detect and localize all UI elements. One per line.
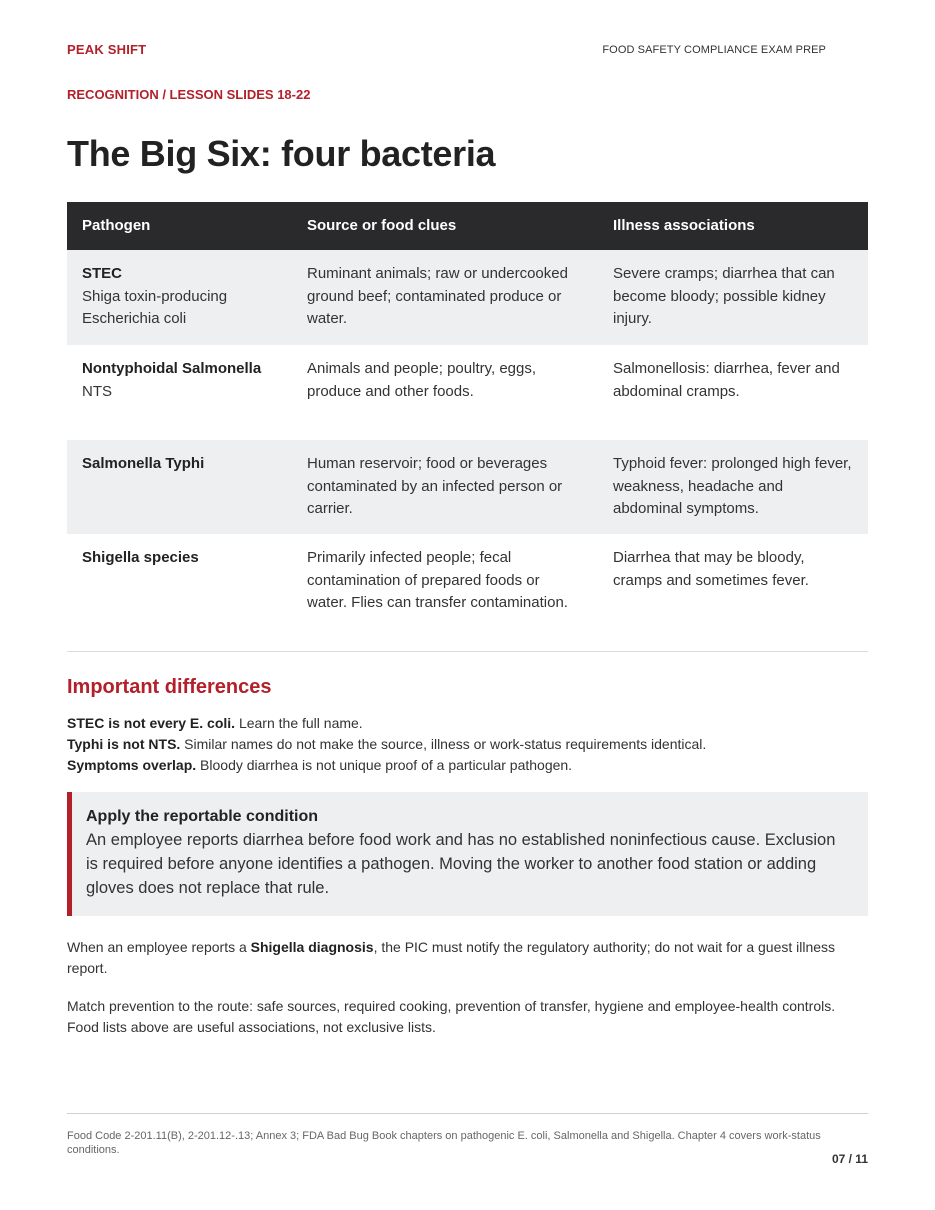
pathogen-name: Salmonella Typhi: [82, 455, 205, 472]
difference-lead: STEC is not every E. coli.: [67, 715, 236, 731]
pathogen-cell: [67, 440, 292, 534]
difference-text: Bloody diarrhea is not unique proof of a particular pathogen.: [196, 757, 573, 773]
callout-heading: Apply the reportable condition: [86, 808, 319, 825]
pathogen-subname: NTS: [82, 382, 112, 400]
table-row: [67, 534, 868, 651]
para-text: , the PIC must notify the regulatory authority; do not wait for a guest illness report.: [67, 939, 836, 976]
para-text: When an employee reports a: [67, 939, 251, 955]
pathogen-cell: [67, 250, 292, 345]
source-cell: Ruminant animals; raw or undercooked ground beef; contaminated produce or water.: [292, 250, 598, 345]
table-row: [67, 250, 868, 345]
pathogen-name: Shigella species: [82, 549, 199, 566]
page-title: The Big Six: four bacteria: [67, 133, 496, 174]
table-row: [67, 440, 868, 534]
section-kicker: RECOGNITION / LESSON SLIDES 18-22: [67, 87, 311, 102]
difference-item: [67, 755, 706, 776]
difference-text: Similar names do not make the source, illness or work-status requirements identical.: [180, 736, 707, 752]
differences-heading: Important differences: [67, 676, 272, 698]
table-row: [67, 345, 868, 440]
column-header-source: Source or food clues: [292, 202, 598, 250]
source-cell: Animals and people; poultry, eggs, produce and other foods.: [307, 360, 537, 400]
callout-body: An employee reports diarrhea before food work and has no established noninfectious cause. Exclusion is required before anyone identifies a pathogen. Moving the worker to another food station or adding gloves does not replace that rule.: [86, 831, 836, 897]
column-header-illness: Illness associations: [598, 202, 868, 250]
footer-divider: [67, 1113, 868, 1114]
pathogen-cell: [67, 534, 292, 651]
pathogen-table: [67, 202, 868, 652]
brand-label: PEAK SHIFT: [67, 42, 147, 57]
callout-box: [67, 792, 868, 916]
pathogen-subname: Shiga toxin-producing Escherichia coli: [82, 287, 228, 327]
difference-text: Learn the full name.: [235, 715, 363, 731]
footer-references: Food Code 2-201.11(B), 2-201.12-.13; Annex 3; FDA Bad Bug Book chapters on pathogenic E. coli, Salmonella and Shigella. Chapter 4 covers work-status conditions.: [67, 1130, 821, 1156]
pathogen-name: Nontyphoidal Salmonella: [82, 360, 262, 377]
pathogen-name: STEC: [82, 265, 123, 282]
source-cell: Human reservoir; food or beverages contaminated by an infected person or carrier.: [292, 440, 598, 534]
difference-item: [67, 734, 706, 755]
differences-list: [67, 713, 706, 776]
course-title: FOOD SAFETY COMPLIANCE EXAM PREP: [602, 44, 826, 56]
prevention-paragraph: Match prevention to the route: safe sources, required cooking, prevention of transfer, hygiene and employee-health controls. Food lists above are useful associations, not exclusive lists.: [67, 998, 836, 1035]
difference-lead: Symptoms overlap.: [67, 757, 197, 773]
table-header-row: [67, 202, 868, 250]
illness-cell: Typhoid fever: prolonged high fever, weakness, headache and abdominal symptoms.: [598, 440, 868, 534]
page-number: 07 / 11: [831, 1152, 868, 1166]
illness-cell: Salmonellosis: diarrhea, fever and abdominal cramps.: [613, 360, 840, 400]
shigella-paragraph: [67, 937, 867, 979]
para-emphasis: Shigella diagnosis: [250, 939, 374, 955]
illness-cell: Severe cramps; diarrhea that can become bloody; possible kidney injury.: [598, 250, 868, 345]
source-cell: Primarily infected people; fecal contamination of prepared foods or water. Flies can transfer contamination.: [292, 534, 598, 651]
difference-item: [67, 713, 706, 734]
column-header-pathogen: Pathogen: [67, 202, 292, 250]
illness-cell: Diarrhea that may be bloody, cramps and sometimes fever.: [598, 534, 868, 651]
pathogen-cell: [67, 345, 292, 440]
difference-lead: Typhi is not NTS.: [67, 736, 181, 752]
